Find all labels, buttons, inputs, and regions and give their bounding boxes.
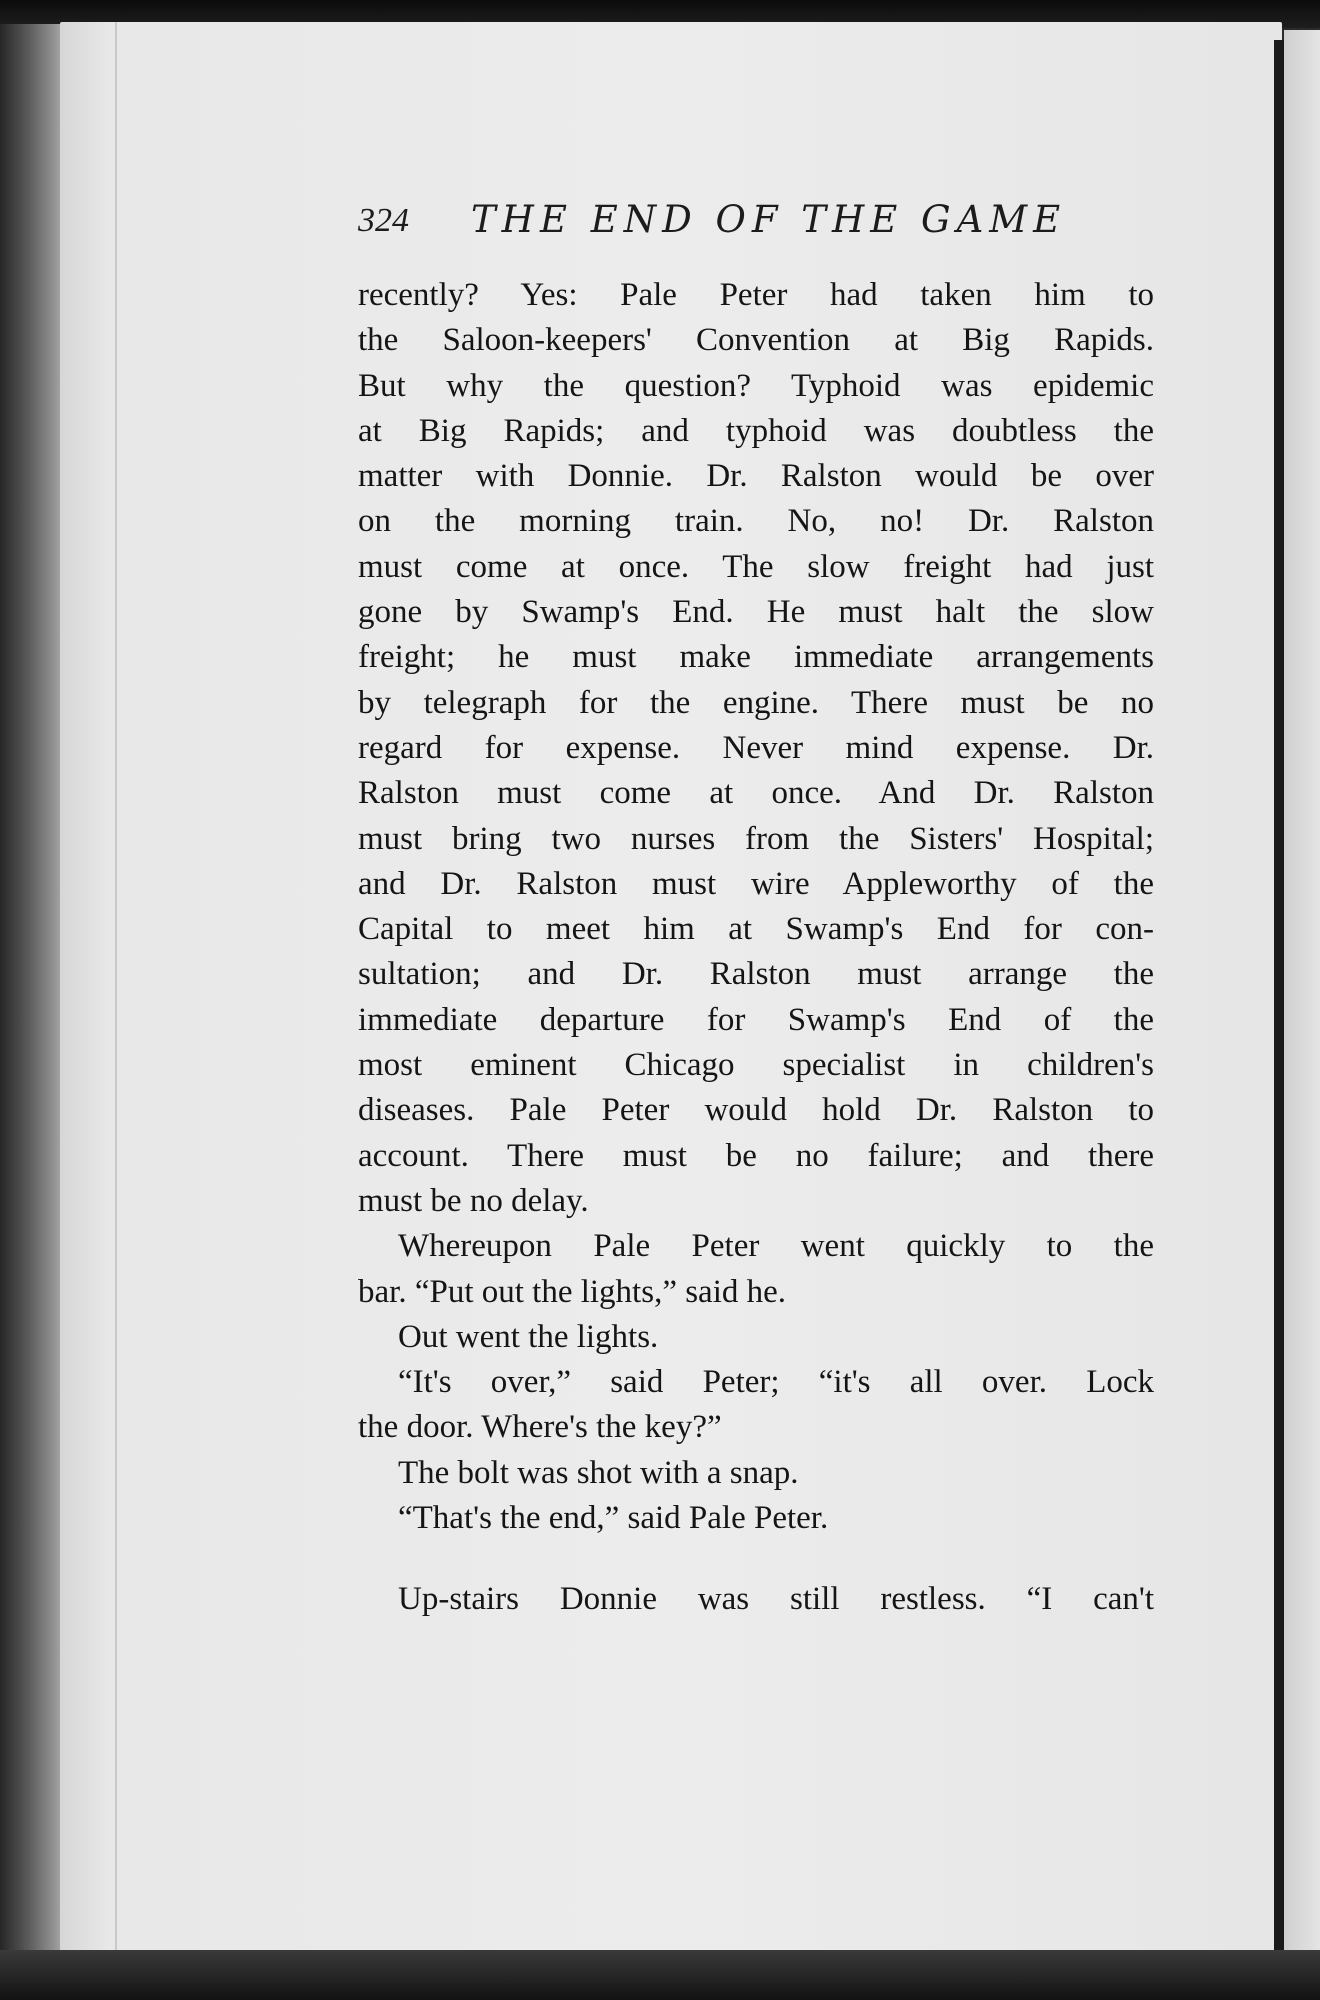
text-line: must come at once. The slow freight had just [358, 548, 1154, 585]
text-line: the Saloon-keepers' Convention at Big Rapids. [358, 322, 1154, 359]
text-line: matter with Donnie. Dr. Ralston would be over [358, 458, 1154, 495]
text-line: Capital to meet him at Swamp's End for con- [358, 911, 1154, 948]
text-line: The bolt was shot with a snap. [398, 1454, 799, 1491]
section-break [358, 1541, 1154, 1577]
text-line: Ralston must come at once. And Dr. Ralston [358, 775, 1154, 812]
next-page-edge [1284, 30, 1320, 1955]
text-line: “It's over,” said Peter; “it's all over. Lock [398, 1364, 1154, 1401]
text-line: diseases. Pale Peter would hold Dr. Ralston to [358, 1092, 1154, 1129]
text-line: Out went the lights. [398, 1318, 659, 1355]
text-line: most eminent Chicago specialist in children's [358, 1047, 1154, 1084]
text-line: immediate departure for Swamp's End of the [358, 1001, 1154, 1038]
page-header [358, 198, 1148, 248]
text-line: gone by Swamp's End. He must halt the slow [358, 594, 1154, 631]
text-line: bar. “Put out the lights,” said he. [358, 1273, 787, 1310]
text-line: recently? Yes: Pale Peter had taken him to [358, 277, 1154, 313]
text-line: freight; he must make immediate arrangements [358, 639, 1154, 676]
text-line: the door. Where's the key?” [358, 1409, 722, 1446]
text-line: regard for expense. Never mind expense. Dr. [358, 729, 1154, 766]
text-line: must be no delay. [358, 1182, 589, 1219]
running-head: THE END OF THE GAME [471, 198, 1067, 241]
text-line: account. There must be no failure; and there [358, 1137, 1154, 1174]
text-line: must bring two nurses from the Sisters' Hospital; [358, 820, 1154, 857]
text-line: But why the question? Typhoid was epidemic [358, 367, 1154, 404]
text-line: on the morning train. No, no! Dr. Ralston [358, 503, 1154, 540]
scan-bottom-border [0, 1950, 1320, 2000]
page-gutter [115, 22, 117, 1962]
text-line: Up-stairs Donnie was still restless. “I can't [398, 1581, 1154, 1618]
text-line: “That's the end,” said Pale Peter. [398, 1500, 829, 1537]
body-text [358, 273, 1154, 1623]
page-number: 324 [358, 202, 409, 239]
text-line: and Dr. Ralston must wire Appleworthy of the [358, 865, 1154, 902]
text-line: Whereupon Pale Peter went quickly to the [398, 1228, 1154, 1265]
page-right-edge [1274, 40, 1284, 1955]
text-line: sultation; and Dr. Ralston must arrange the [358, 956, 1154, 993]
text-line: by telegraph for the engine. There must be no [358, 684, 1154, 721]
text-line: at Big Rapids; and typhoid was doubtless the [358, 412, 1154, 449]
